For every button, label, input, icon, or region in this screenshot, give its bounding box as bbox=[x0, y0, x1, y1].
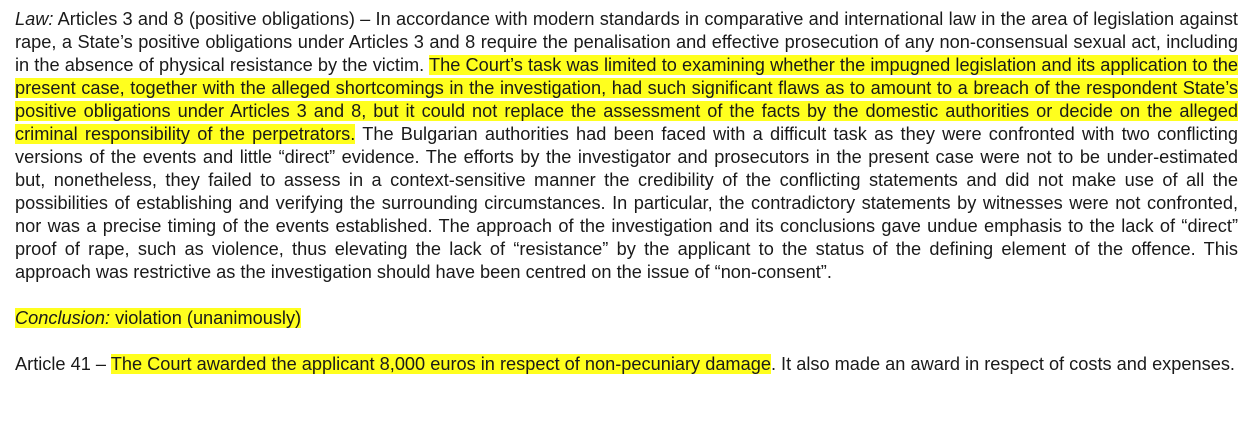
law-label: Law: bbox=[15, 9, 54, 29]
article41-text-after: . It also made an award in respect of costs and expenses. bbox=[770, 354, 1235, 374]
law-text-before: Articles 3 and 8 (positive obligations) – In accordance with modern standards in comparative and international law in the area of legislation against rape, a State’s positive obligations under Articles 3 and 8 require the penalisation and effective prosecution of any non-consensual sexual act, including in the absence of physical resistance by the victim. bbox=[15, 9, 1238, 75]
conclusion-paragraph bbox=[15, 307, 1238, 330]
article41-paragraph bbox=[15, 353, 1238, 376]
conclusion-highlight bbox=[15, 308, 301, 328]
conclusion-label: Conclusion: bbox=[15, 308, 111, 328]
document-body bbox=[15, 8, 1238, 376]
article41-text-before: Article 41 – bbox=[15, 354, 111, 374]
conclusion-text: violation (unanimously) bbox=[110, 308, 302, 328]
law-highlight: The Court’s task was limited to examining whether the impugned legislation and its application to the present case, together with the alleged shortcomings in the investigation, had such significant flaws as to amount to a breach of the respondent State’s positive obligations under Articles 3 and 8, but it could not replace the assessment of the facts by the domestic authorities or decide on the alleged criminal responsibility of the perpetrators. bbox=[15, 55, 1238, 144]
article41-highlight: The Court awarded the applicant 8,000 euros in respect of non-pecuniary damage bbox=[110, 354, 771, 374]
law-paragraph bbox=[15, 8, 1238, 284]
law-text-after: The Bulgarian authorities had been faced with a difficult task as they were confronted with two conflicting versions of the events and little “direct” evidence. The efforts by the investigator and prosecutors in the present case were not to be under-estimated but, nonetheless, they failed to assess in a context-sensitive manner the credibility of the conflicting statements and did not make use of all the possibilities of establishing and verifying the surrounding circumstances. In particular, the contradictory statements by witnesses were not confronted, nor was a precise timing of the events established. The approach of the investigation and its conclusions gave undue emphasis to the lack of “direct” proof of rape, such as violence, thus elevating the lack of “resistance” by the applicant to the status of the defining element of the offence. This approach was restrictive as the investigation should have been centred on the issue of “non-consent”. bbox=[15, 124, 1238, 282]
